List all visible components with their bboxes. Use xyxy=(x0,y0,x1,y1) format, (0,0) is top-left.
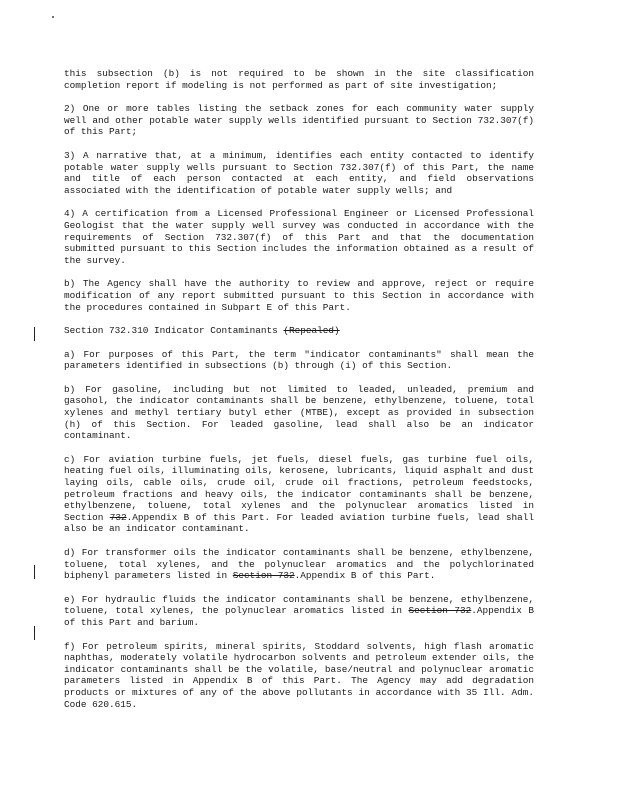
paragraph xyxy=(64,150,534,196)
paragraph-text: f) For petroleum spirits, mineral spirits, Stoddard solvents, high flash aromatic naphthas, moderately volatile hydrocarbon solvents and petroleum extender oils, the indicator contaminants shall be the volatile, base/neutral and polynuclear aromatic parameters listed in Appendix B of this Part. The Agency may add degradation products or mixtures of any of the above pollutants in accordance with 35 Ill. Adm. Code 620.615. xyxy=(64,640,534,710)
paragraph xyxy=(64,68,534,91)
struck-text: 732 xyxy=(109,511,127,523)
paragraph xyxy=(64,641,534,711)
paragraph xyxy=(64,208,534,266)
paragraph-text: Section 732.310 Indicator Contaminants xyxy=(64,325,284,337)
paragraph xyxy=(64,454,534,535)
paragraph-text: b) The Agency shall have the authority to review and approve, reject or require modification of any report submitted pursuant to this Section in accordance with the procedures contained in Subpart E of this Part. xyxy=(64,278,534,313)
paragraph xyxy=(64,594,534,629)
paragraph-text: this subsection (b) is not required to be shown in the site classification completion report if modeling is not performed as part of site investigation; xyxy=(64,68,534,91)
paragraph xyxy=(64,103,534,138)
paragraph xyxy=(64,547,534,582)
document-body xyxy=(64,68,534,722)
scan-speck xyxy=(52,16,54,18)
paragraph-text: .Appendix B of this Part. xyxy=(294,570,436,582)
change-bar xyxy=(34,327,35,341)
paragraph-text: 3) A narrative that, at a minimum, identifies each entity contacted to identify potable water supply wells pursuant to Section 732.307(f) of this Part, the name and title of each person contacted at each entity, and field observations associated with the identification of potable water supply wells; and xyxy=(64,149,534,196)
struck-text: (Repealed) xyxy=(283,325,340,337)
paragraph-text: .Appendix B of this Part. For leaded aviation turbine fuels, lead shall also be an indicator contaminant. xyxy=(64,511,534,535)
change-bar xyxy=(34,565,35,579)
paragraph-text: a) For purposes of this Part, the term "indicator contaminants" shall mean the parameters identified in subsections (b) through (i) of this Section. xyxy=(64,348,534,372)
struck-text: Section 732 xyxy=(232,570,295,582)
paragraph-text: 4) A certification from a Licensed Professional Engineer or Licensed Professional Geologist that the water supply well survey was conducted in accordance with the requirements of Section 732.307(f) of this Part and that the documentation submitted pursuant to this Section includes the information obtained as a result of the survey. xyxy=(64,208,534,266)
paragraph xyxy=(64,349,534,372)
change-bar xyxy=(34,626,35,640)
section-heading xyxy=(64,325,534,337)
paragraph xyxy=(64,384,534,442)
paragraph-text: d) For transformer oils the indicator contaminants shall be benzene, ethylbenzene, toluene, total xylenes, and the polynuclear aromatics and the polychlorinated biphenyl parameters listed in xyxy=(64,547,534,582)
paragraph-text: .Appendix B of this Part and barium. xyxy=(64,605,535,628)
paragraph-text: 2) One or more tables listing the setback zones for each community water supply well and other potable water supply wells identified pursuant to Section 732.307(f) of this Part; xyxy=(64,103,534,138)
paragraph-text: e) For hydraulic fluids the indicator contaminants shall be benzene, ethylbenzene, toluene, total xylenes, the polynuclear aromatics listed in xyxy=(64,593,534,617)
paragraph xyxy=(64,278,534,313)
paragraph-text: c) For aviation turbine fuels, jet fuels, diesel fuels, gas turbine fuel oils, heating fuel oils, illuminating oils, kerosene, lubricants, liquid asphalt and dust laying oils, cable oils, crude oil, crude oil fractions, petroleum feedstocks, petroleum fractions and heavy oils, the indicator contaminants shall be benzene, ethylbenzene, toluene, total xylenes and the polynuclear aromatics listed in Section xyxy=(64,453,534,523)
paragraph-text: b) For gasoline, including but not limited to leaded, unleaded, premium and gasohol, the indicator contaminants shall be benzene, ethylbenzene, toluene, total xylenes and methyl tertiary butyl ether (MTBE), except as provided in subsection (h) of this Section. For leaded gasoline, lead shall also be an indicator contaminant. xyxy=(64,383,534,442)
struck-text: Section 732 xyxy=(408,605,472,617)
